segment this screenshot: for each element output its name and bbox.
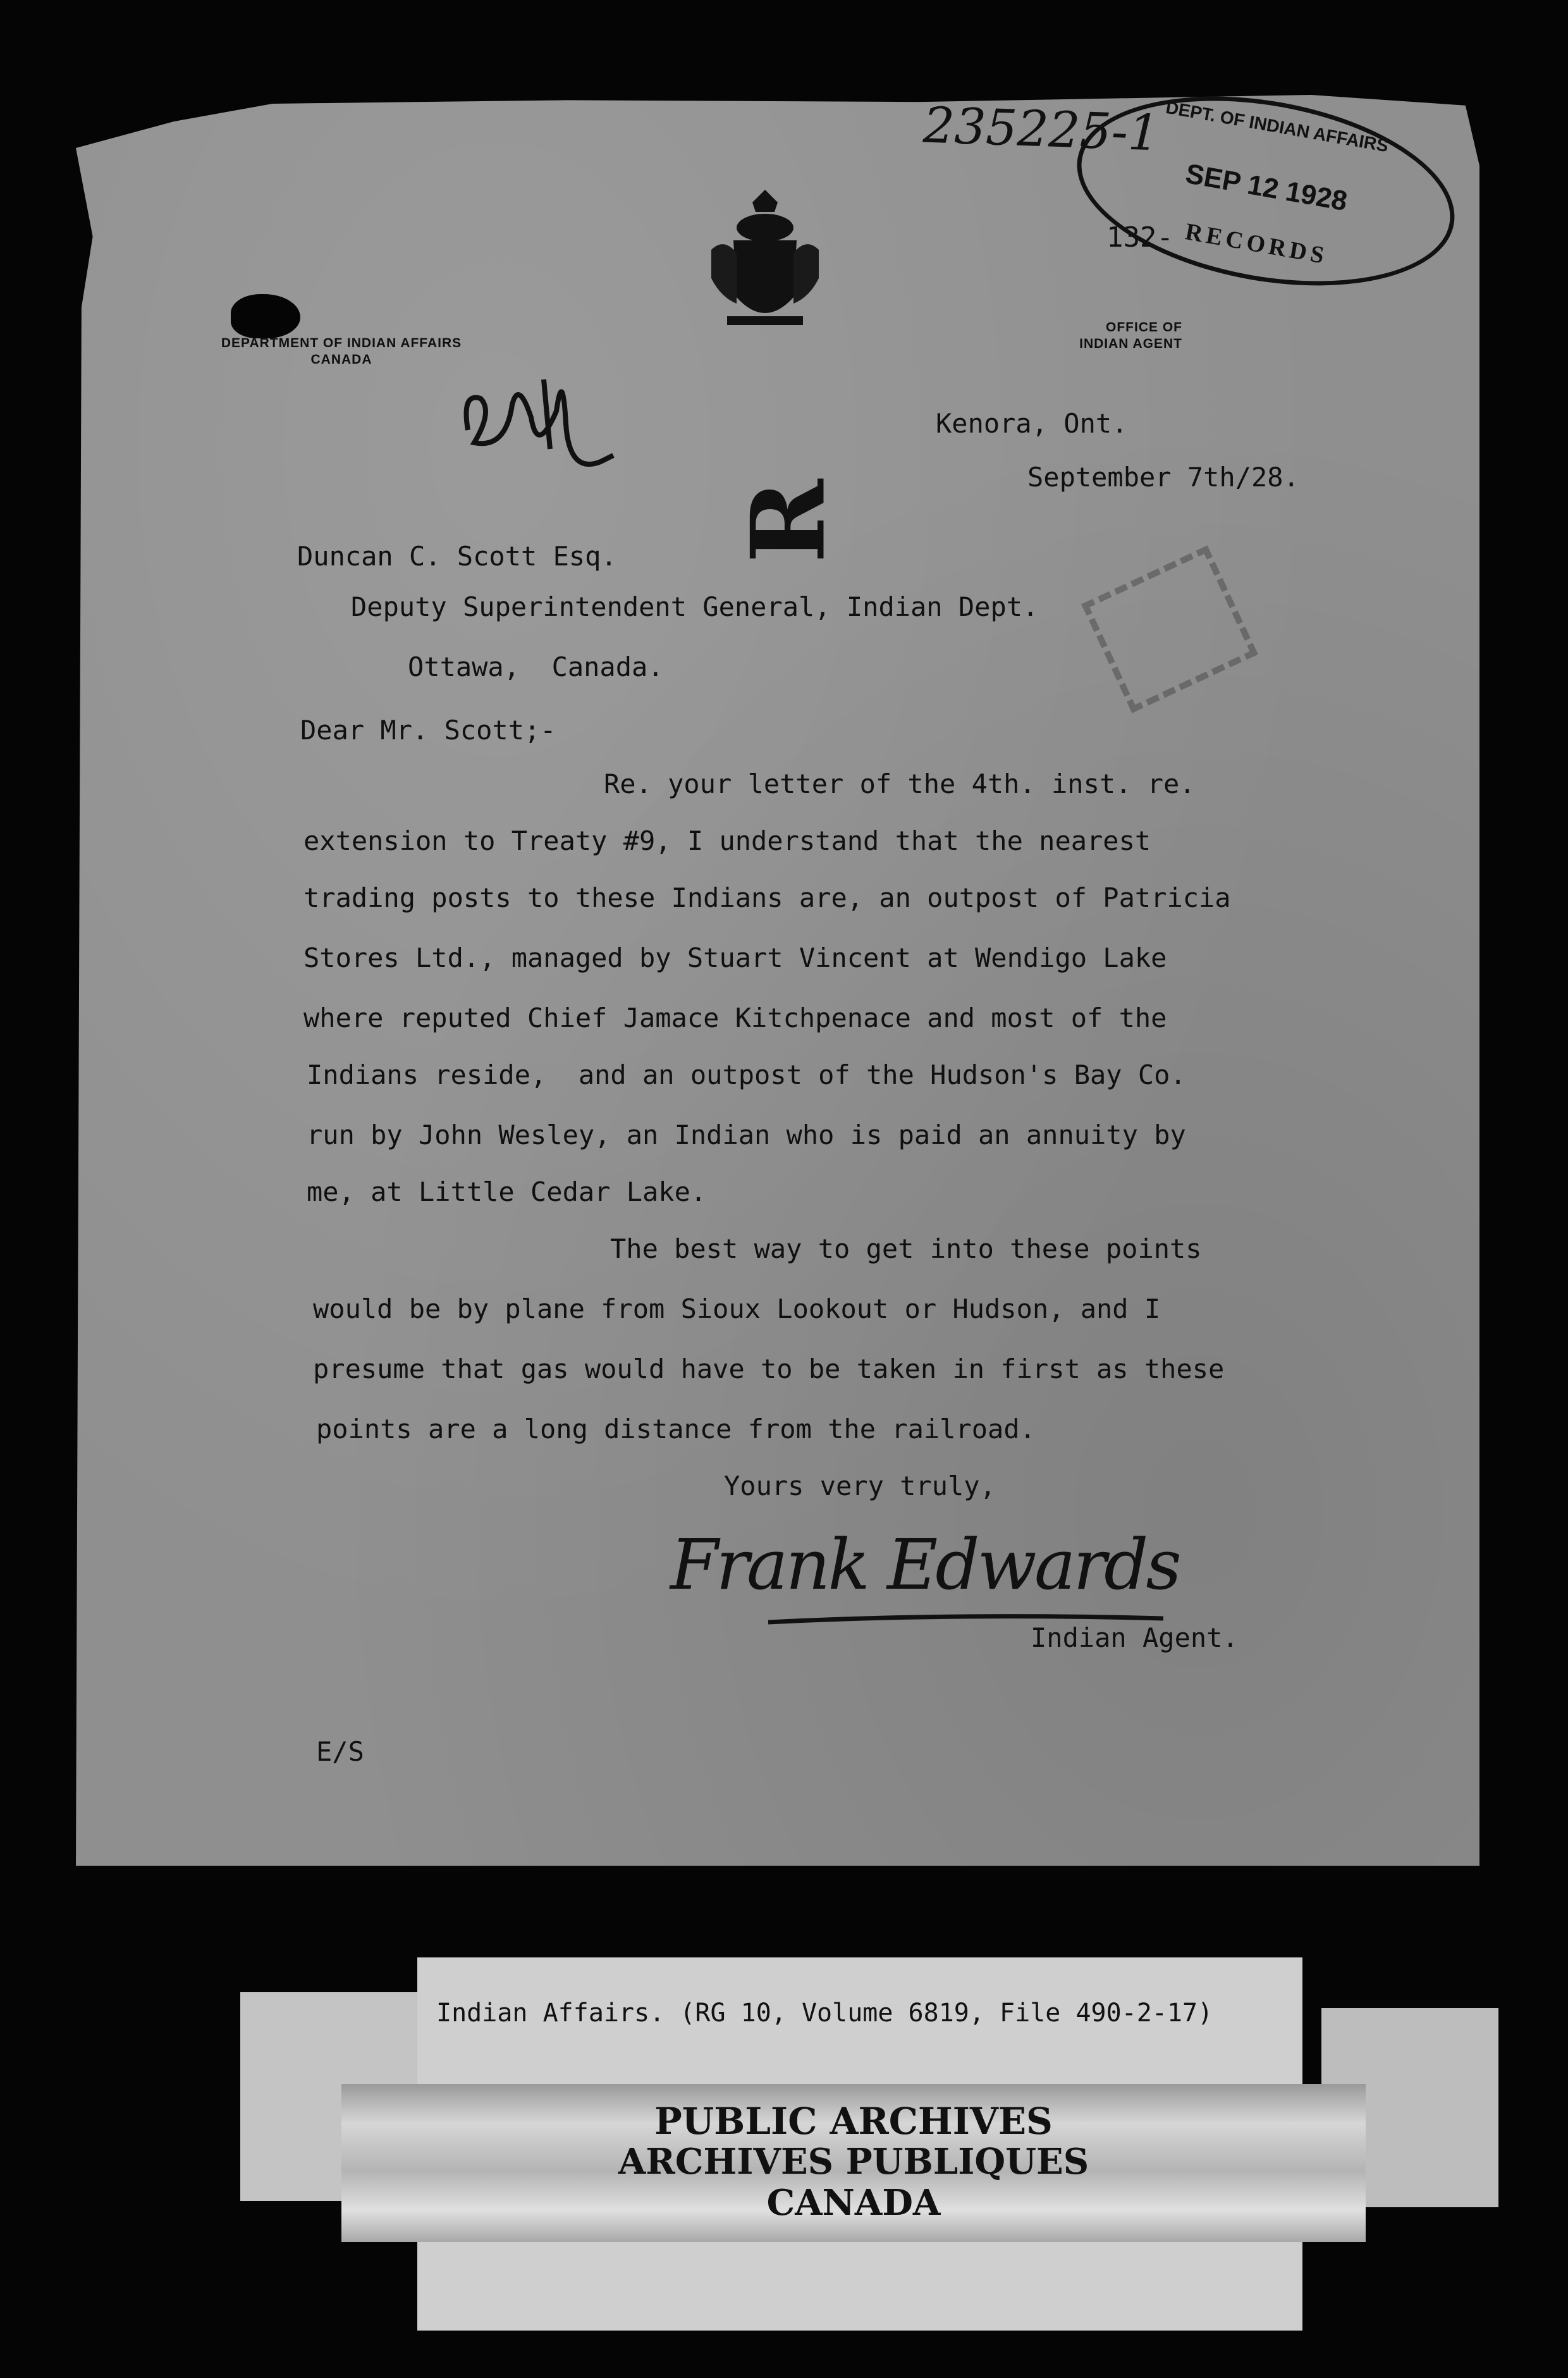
office-label: OFFICE OF <box>1106 320 1182 335</box>
letter-date: September 7th/28. <box>1027 462 1299 493</box>
closing: Yours very truly, <box>724 1470 996 1501</box>
agent-label: INDIAN AGENT <box>1079 336 1182 351</box>
archive-citation: Indian Affairs. (RG 10, Volume 6819, File 490-2-17) <box>436 1999 1213 2028</box>
file-number-handwritten: 235225-1 <box>922 97 1161 163</box>
archive-line-3: CANADA <box>766 2182 941 2224</box>
body-line: Re. your letter of the 4th. inst. re. <box>604 768 1196 799</box>
department-country: CANADA <box>310 352 372 367</box>
body-line: extension to Treaty #9, I understand that the nearest <box>303 825 1151 856</box>
reference-number: 132- <box>1106 221 1173 254</box>
body-line: trading posts to these Indians are, an outpost of Patricia <box>303 882 1231 913</box>
body-line: me, at Little Cedar Lake. <box>307 1176 707 1207</box>
handwritten-initials-mark <box>455 354 620 481</box>
marginal-mark: R <box>728 479 848 564</box>
body-line: presume that gas would have to be taken in first as these <box>313 1353 1225 1384</box>
ink-blot <box>231 294 300 338</box>
archive-line-2: ARCHIVES PUBLIQUES <box>618 2141 1089 2183</box>
stamp-date: SEP 12 1928 <box>1183 158 1350 218</box>
stamp-records: RECORDS <box>1183 218 1330 270</box>
recipient-title: Deputy Superintendent General, Indian Dept. <box>351 591 1039 622</box>
stamp-department: DEPT. OF INDIAN AFFAIRS <box>1164 97 1390 156</box>
recipient-name: Duncan C. Scott Esq. <box>297 541 617 572</box>
letterhead-office <box>993 319 1182 352</box>
letter-place: Kenora, Ont. <box>936 408 1128 439</box>
body-line: points are a long distance from the railroad. <box>316 1414 1036 1445</box>
coat-of-arms-icon <box>708 190 822 335</box>
recipient-location: Ottawa, Canada. <box>408 651 664 682</box>
typist-initials: E/S <box>316 1736 364 1767</box>
body-line: where reputed Chief Jamace Kitchpenace and most of the <box>303 1002 1167 1033</box>
salutation: Dear Mr. Scott;- <box>300 715 556 746</box>
body-line: Stores Ltd., managed by Stuart Vincent at Wendigo Lake <box>303 942 1167 973</box>
body-line: would be by plane from Sioux Lookout or Hudson, and I <box>313 1293 1161 1324</box>
archive-line-1: PUBLIC ARCHIVES <box>654 2100 1053 2143</box>
body-line: run by John Wesley, an Indian who is paid an annuity by <box>307 1119 1186 1150</box>
body-line: Indians reside, and an outpost of the Hudson's Bay Co. <box>307 1059 1186 1090</box>
department-name: DEPARTMENT OF INDIAN AFFAIRS <box>221 336 462 350</box>
body-line: The best way to get into these points <box>610 1233 1202 1264</box>
signature: Frank Edwards <box>670 1524 1179 1605</box>
signer-title: Indian Agent. <box>1031 1622 1239 1653</box>
